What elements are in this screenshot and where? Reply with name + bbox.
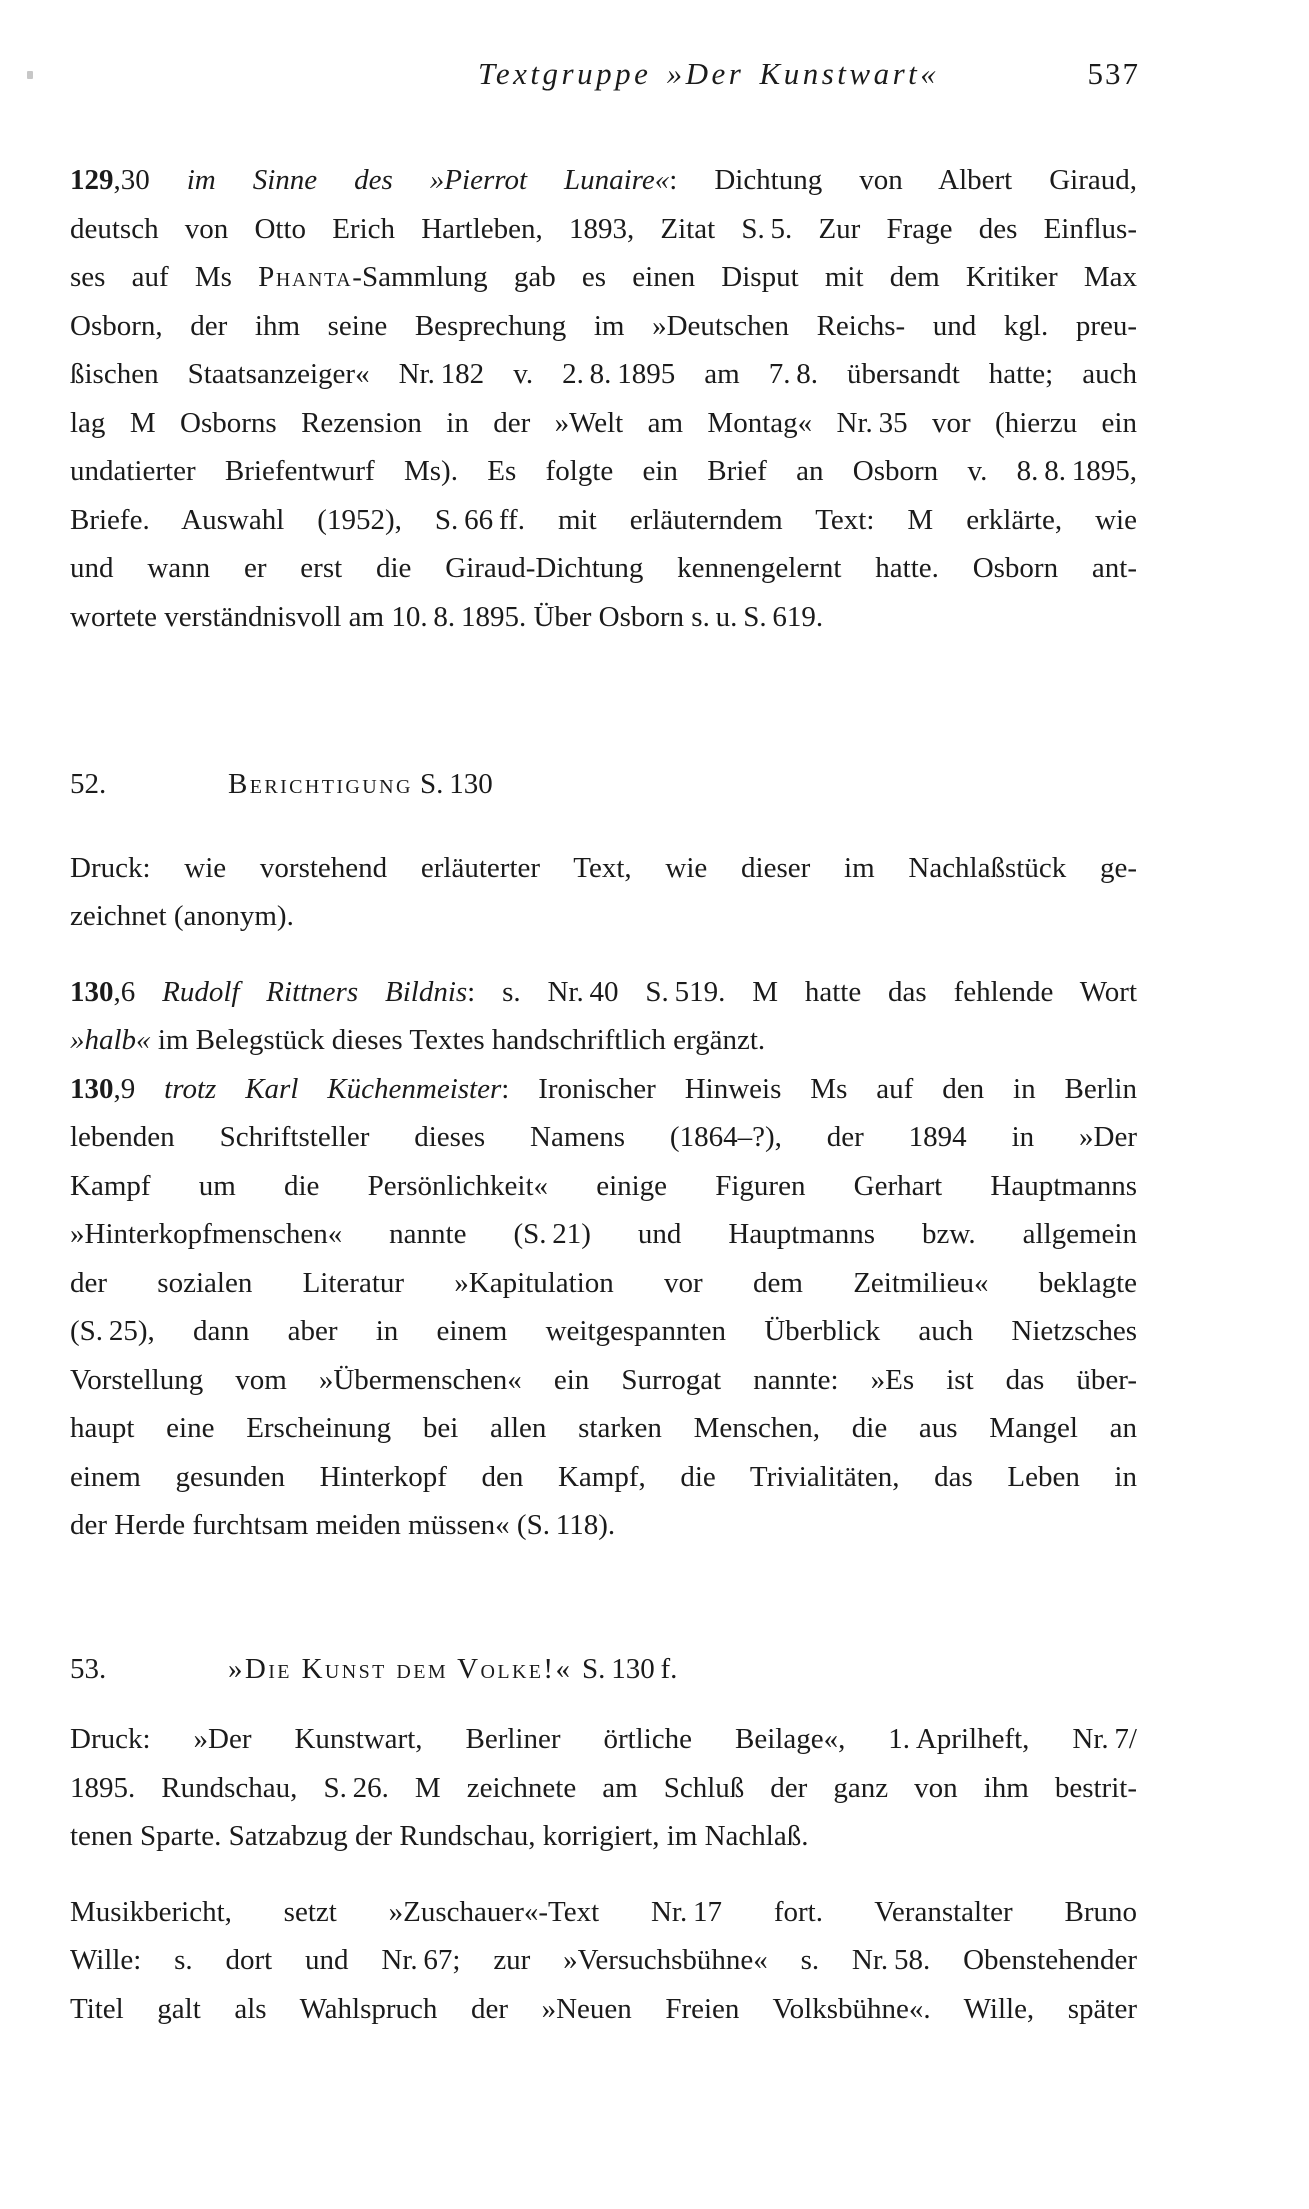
text-line [70,399,1137,448]
text-segment-normal: Osborn, der ihm seine Besprechung im »Deutschen Reichs- und kgl. preu- [70,309,1137,342]
page-number: 537 [1087,56,1140,91]
text-segment-normal: einem gesunden Hinterkopf den Kampf, die Trivialitäten, das Leben in [70,1460,1137,1493]
note-130-9 [70,1065,1137,1550]
text-line [70,447,1137,496]
text-line [70,1065,1137,1114]
text-segment-normal: undatierter Briefentwurf Ms). Es folgte ein Brief an Osborn v. 8. 8. 1895, [70,455,1137,487]
running-head-title: Textgruppe »Der Kunstwart« [478,56,940,91]
text-line [70,1404,1137,1453]
text-segment-normal: S. 130 [412,768,493,800]
section-title [228,1645,677,1694]
text-line [70,1985,1137,2034]
text-segment-bold: 130 [70,1072,114,1105]
text-segment-normal: Titel galt als Wahlspruch der »Neuen Freien Volksbühne«. Wille, später [70,1992,1137,2025]
text-line [70,1356,1137,1405]
running-head [0,52,1309,96]
text-line [70,1936,1137,1985]
text-line [70,205,1137,254]
text-line [70,1016,1137,1065]
text-segment-normal: Briefe. Auswahl (1952), S. 66 ff. mit erläuterndem Text: M erklärte, wie [70,503,1137,536]
text-segment-normal: wortete verständnisvoll am 10. 8. 1895. Über Osborn s. u. S. 619. [70,600,824,633]
text-segment-normal: Vorstellung vom »Übermenschen« ein Surrogat nannte: »Es ist das über- [70,1363,1137,1396]
text-line [70,1715,1137,1764]
text-segment-normal: Druck: »Der Kunstwart, Berliner örtliche Beilage«, 1. Aprilheft, Nr. 7/ [70,1723,1137,1755]
text-line [70,1812,1137,1861]
text-line [70,302,1137,351]
text-segment-italic: »halb« [70,1024,151,1056]
text-line [70,593,1137,642]
section-53-heading [70,1645,1137,1694]
text-segment-normal: tenen Sparte. Satzabzug der Rundschau, korrigiert, im Nachlaß. [70,1820,809,1852]
text-segment-italic: Rudolf Rittners Bildnis [162,975,468,1008]
text-segment-normal: : Ironischer Hinweis Ms auf den in Berlin [501,1072,1137,1105]
text-line [70,156,1137,205]
text-segment-normal: im Belegstück dieses Textes handschriftlich ergänzt. [150,1024,766,1056]
note-129-30 [70,156,1137,641]
text-segment-normal: Kampf um die Persönlichkeit« einige Figuren Gerhart Hauptmanns [70,1169,1137,1202]
note-130-6 [70,968,1137,1065]
text-segment-normal: ßischen Staatsanzeiger« Nr. 182 v. 2. 8. 1895 am 7. 8. übersandt hatte; auch [70,358,1137,390]
text-segment-normal: 1895. Rundschau, S. 26. M zeichnete am Schluß der ganz von ihm bestrit- [70,1771,1137,1804]
text-line [70,253,1137,302]
text-segment-normal: der sozialen Literatur »Kapitulation vor dem Zeitmilieu« beklagte [70,1266,1137,1299]
text-segment-bold: 130 [70,975,114,1008]
text-segment-normal: S. 130 f. [582,1652,678,1685]
text-segment-normal: ses auf Ms [70,261,259,293]
text-segment-normal: ,6 [113,975,163,1008]
text-line [70,1453,1137,1502]
section-number: 53. [70,1652,107,1685]
text-segment-normal: »Hinterkopfmenschen« nannte (S. 21) und Hauptmanns bzw. allgemein [70,1218,1137,1250]
section-52-heading [70,760,1137,809]
text-segment-normal: der Herde furchtsam meiden müssen« (S. 118). [70,1509,616,1541]
druck-52-paragraph [70,844,1137,941]
text-segment-normal: -Sammlung gab es einen Disput mit dem Kritiker Max [352,261,1138,293]
text-line [70,968,1137,1017]
text-line [70,1162,1137,1211]
text-line [70,544,1137,593]
text-body [70,156,1137,2033]
text-line [70,1259,1137,1308]
section-number: 52. [70,768,107,800]
text-segment-smallcaps: Berichtigung [228,768,413,800]
text-segment-normal: lebenden Schriftsteller dieses Namens (1864–?), der 1894 in »Der [70,1121,1137,1153]
text-line [70,892,1137,941]
text-line [70,844,1137,893]
text-segment-normal: (S. 25), dann aber in einem weitgespannten Überblick auch Nietzsches [70,1315,1137,1347]
text-segment-normal: deutsch von Otto Erich Hartleben, 1893, Zitat S. 5. Zur Frage des Einflus- [70,212,1137,245]
text-segment-normal: zeichnet (anonym). [70,900,294,932]
section-title [228,760,493,809]
text-line [70,1113,1137,1162]
text-segment-normal: Wille: s. dort und Nr. 67; zur »Versuchsbühne« s. Nr. 58. Obenstehender [70,1944,1137,1976]
text-segment-normal: und wann er erst die Giraud-Dichtung kennengelernt hatte. Osborn ant- [70,552,1137,584]
text-segment-normal: ,9 [113,1072,165,1105]
text-line [70,350,1137,399]
text-segment-italic: trotz Karl Küchenmeister [164,1072,502,1105]
text-segment-bold: 129 [70,164,114,196]
druck-53-paragraph [70,1715,1137,1861]
text-line [70,1764,1137,1813]
text-line [70,1501,1137,1550]
text-line [70,1210,1137,1259]
text-segment-normal: Druck: wie vorstehend erläuterter Text, wie dieser im Nachlaßstück ge- [70,851,1137,884]
text-segment-normal: haupt eine Erscheinung bei allen starken Menschen, die aus Mangel an [70,1412,1137,1444]
text-line [70,1307,1137,1356]
text-segment-normal: Musikbericht, setzt »Zuschauer«-Text Nr. 17 fort. Veranstalter Bruno [70,1895,1137,1928]
text-segment-smallcaps: »Die Kunst dem Volke!« [228,1652,583,1685]
text-segment-italic: im Sinne des »Pierrot Lunaire« [186,164,670,196]
text-line [70,1888,1137,1937]
text-segment-smallcaps: Phanta [258,261,353,293]
text-segment-normal: ,30 [113,164,187,196]
text-line [70,496,1137,545]
text-segment-normal: : s. Nr. 40 S. 519. M hatte das fehlende Wort [467,975,1137,1008]
text-segment-normal: : Dichtung von Albert Giraud, [669,164,1137,196]
musikbericht-paragraph [70,1888,1137,2034]
text-segment-normal: lag M Osborns Rezension in der »Welt am Montag« Nr. 35 vor (hierzu ein [70,406,1137,439]
